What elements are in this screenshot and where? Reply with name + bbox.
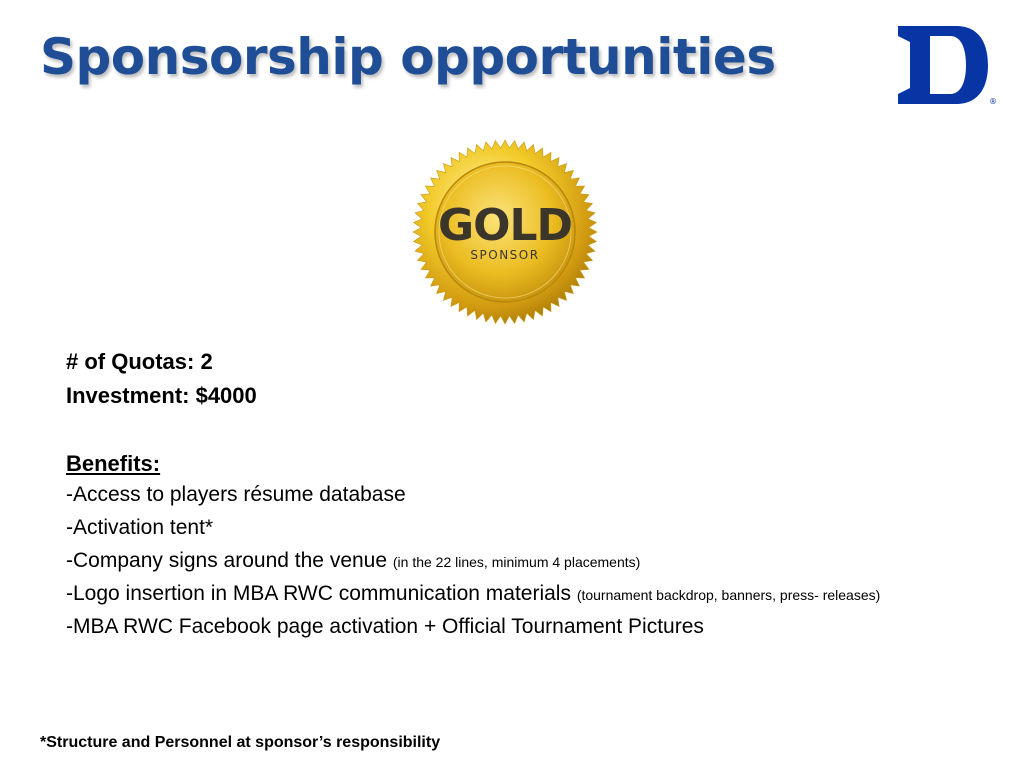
benefit-item: -Logo insertion in MBA RWC communication materials (tournament backdrop, banners, press- releases) — [66, 582, 881, 605]
benefit-item: -Company signs around the venue (in the 22 lines, minimum 4 placements) — [66, 549, 641, 572]
investment-line: Investment: $4000 — [66, 383, 257, 408]
footnote: *Structure and Personnel at sponsor’s responsibility — [40, 734, 441, 751]
benefit-item: -Activation tent* — [66, 516, 214, 539]
quotas-line: # of Quotas: 2 — [66, 349, 213, 374]
registered-mark: ® — [989, 97, 997, 106]
sponsorship-details — [66, 345, 996, 644]
benefit-item: -Access to players résume database — [66, 483, 406, 506]
seal-sub-text: SPONSOR — [470, 248, 540, 262]
benefit-item: -MBA RWC Facebook page activation + Official Tournament Pictures — [66, 615, 704, 638]
duke-d-logo-icon — [896, 24, 996, 106]
page-title: Sponsorship opportunities — [40, 28, 776, 86]
gold-seal-icon — [410, 137, 600, 327]
benefits-heading: Benefits: — [66, 451, 161, 476]
seal-main-text: GOLD — [437, 200, 573, 251]
